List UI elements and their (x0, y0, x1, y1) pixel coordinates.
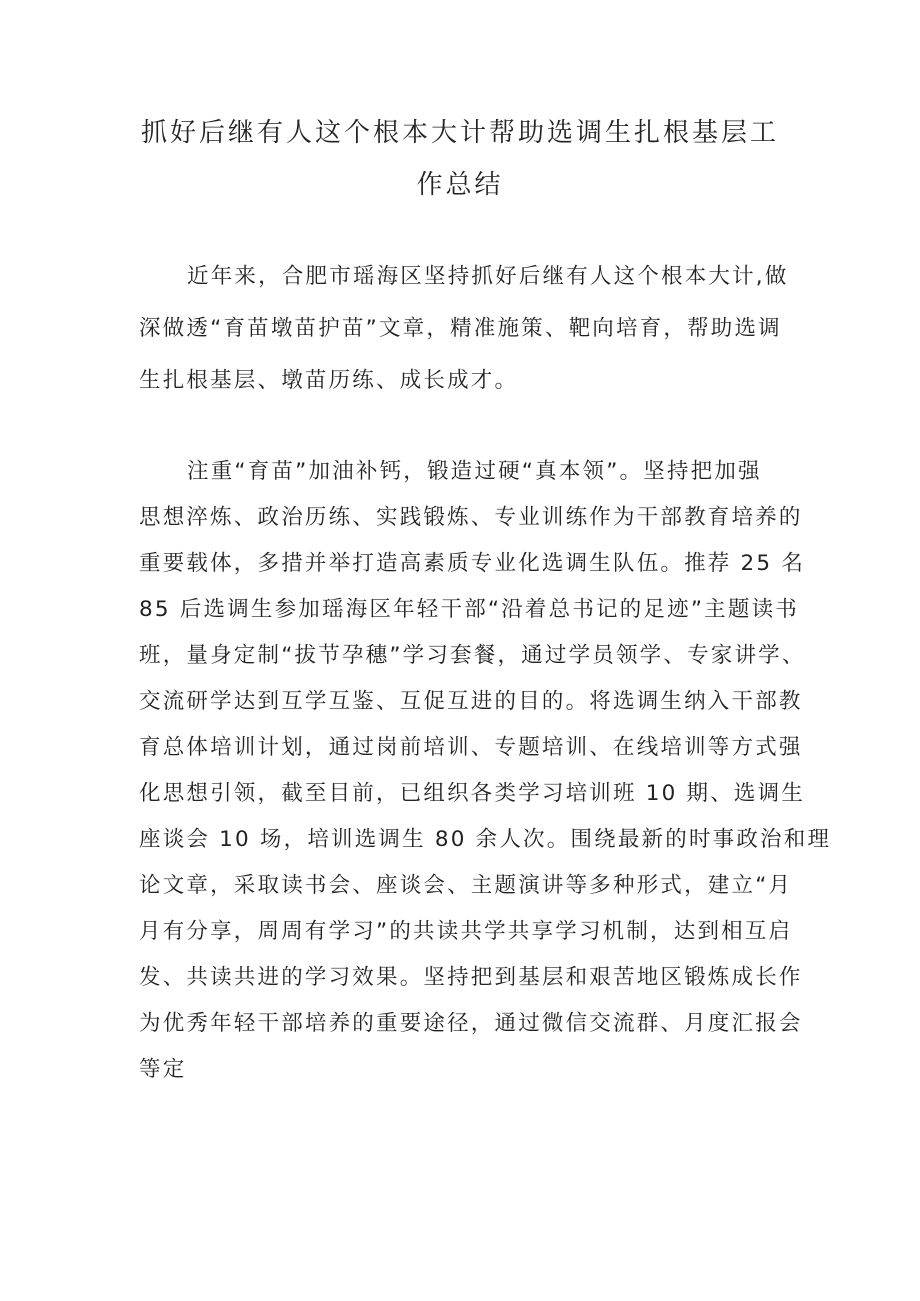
paragraph-1-line: 深做透“育苗墩苗护苗”文章，精准施策、靶向培育，帮助选调 (139, 316, 782, 341)
paragraph-1-line: 近年来，合肥市瑶海区坚持抓好后继有人这个根本大计,做 (187, 264, 789, 289)
paragraph-2-line: 座谈会 10 场，培训选调生 80 余人次。围绕最新的时事政治和理 (139, 827, 832, 852)
paragraph-2-line: 重要载体，多措并举打造高素质专业化选调生队伍。推荐 25 名 (139, 551, 806, 576)
paragraph-2-line: 思想淬炼、政治历练、实践锻炼、专业训练作为干部教育培养的 (139, 505, 803, 530)
paragraph-2-line: 发、共读共进的学习效果。坚持把到基层和艰苦地区锻炼成长作 (139, 965, 803, 990)
paragraph-1-line: 生扎根基层、墩苗历练、成长成才。 (139, 368, 519, 393)
paragraph-2-line: 育总体培训计划，通过岗前培训、专题培训、在线培训等方式强 (139, 735, 803, 760)
document-title-line-1: 抓好后继有人这个根本大计帮助选调生扎根基层工 (140, 118, 779, 148)
paragraph-2-line: 85 后选调生参加瑶海区年轻干部“沿着总书记的足迹”主题读书 (139, 597, 799, 622)
document-title-line-2: 作总结 (416, 170, 504, 200)
paragraph-2-line: 化思想引领，截至目前，已组织各类学习培训班 10 期、选调生 (139, 781, 806, 806)
paragraph-2-line: 交流研学达到互学互鉴、互促互进的目的。将选调生纳入干部教 (139, 689, 803, 714)
paragraph-2-line: 论文章，采取读书会、座谈会、主题演讲等多种形式，建立“月 (139, 873, 793, 898)
paragraph-2-line: 等定 (139, 1057, 187, 1082)
paragraph-2-line: 注重“育苗”加油补钙，锻造过硬“真本领”。坚持把加强 (187, 459, 762, 484)
paragraph-2-line: 班，量身定制“拔节孕穗”学习套餐，通过学员领学、专家讲学、 (139, 643, 806, 668)
paragraph-2-line: 为优秀年轻干部培养的重要途径，通过微信交流群、月度汇报会 (139, 1011, 803, 1036)
paragraph-2-line: 月有分享，周周有学习”的共读共学共享学习机制，达到相互启 (139, 919, 793, 944)
